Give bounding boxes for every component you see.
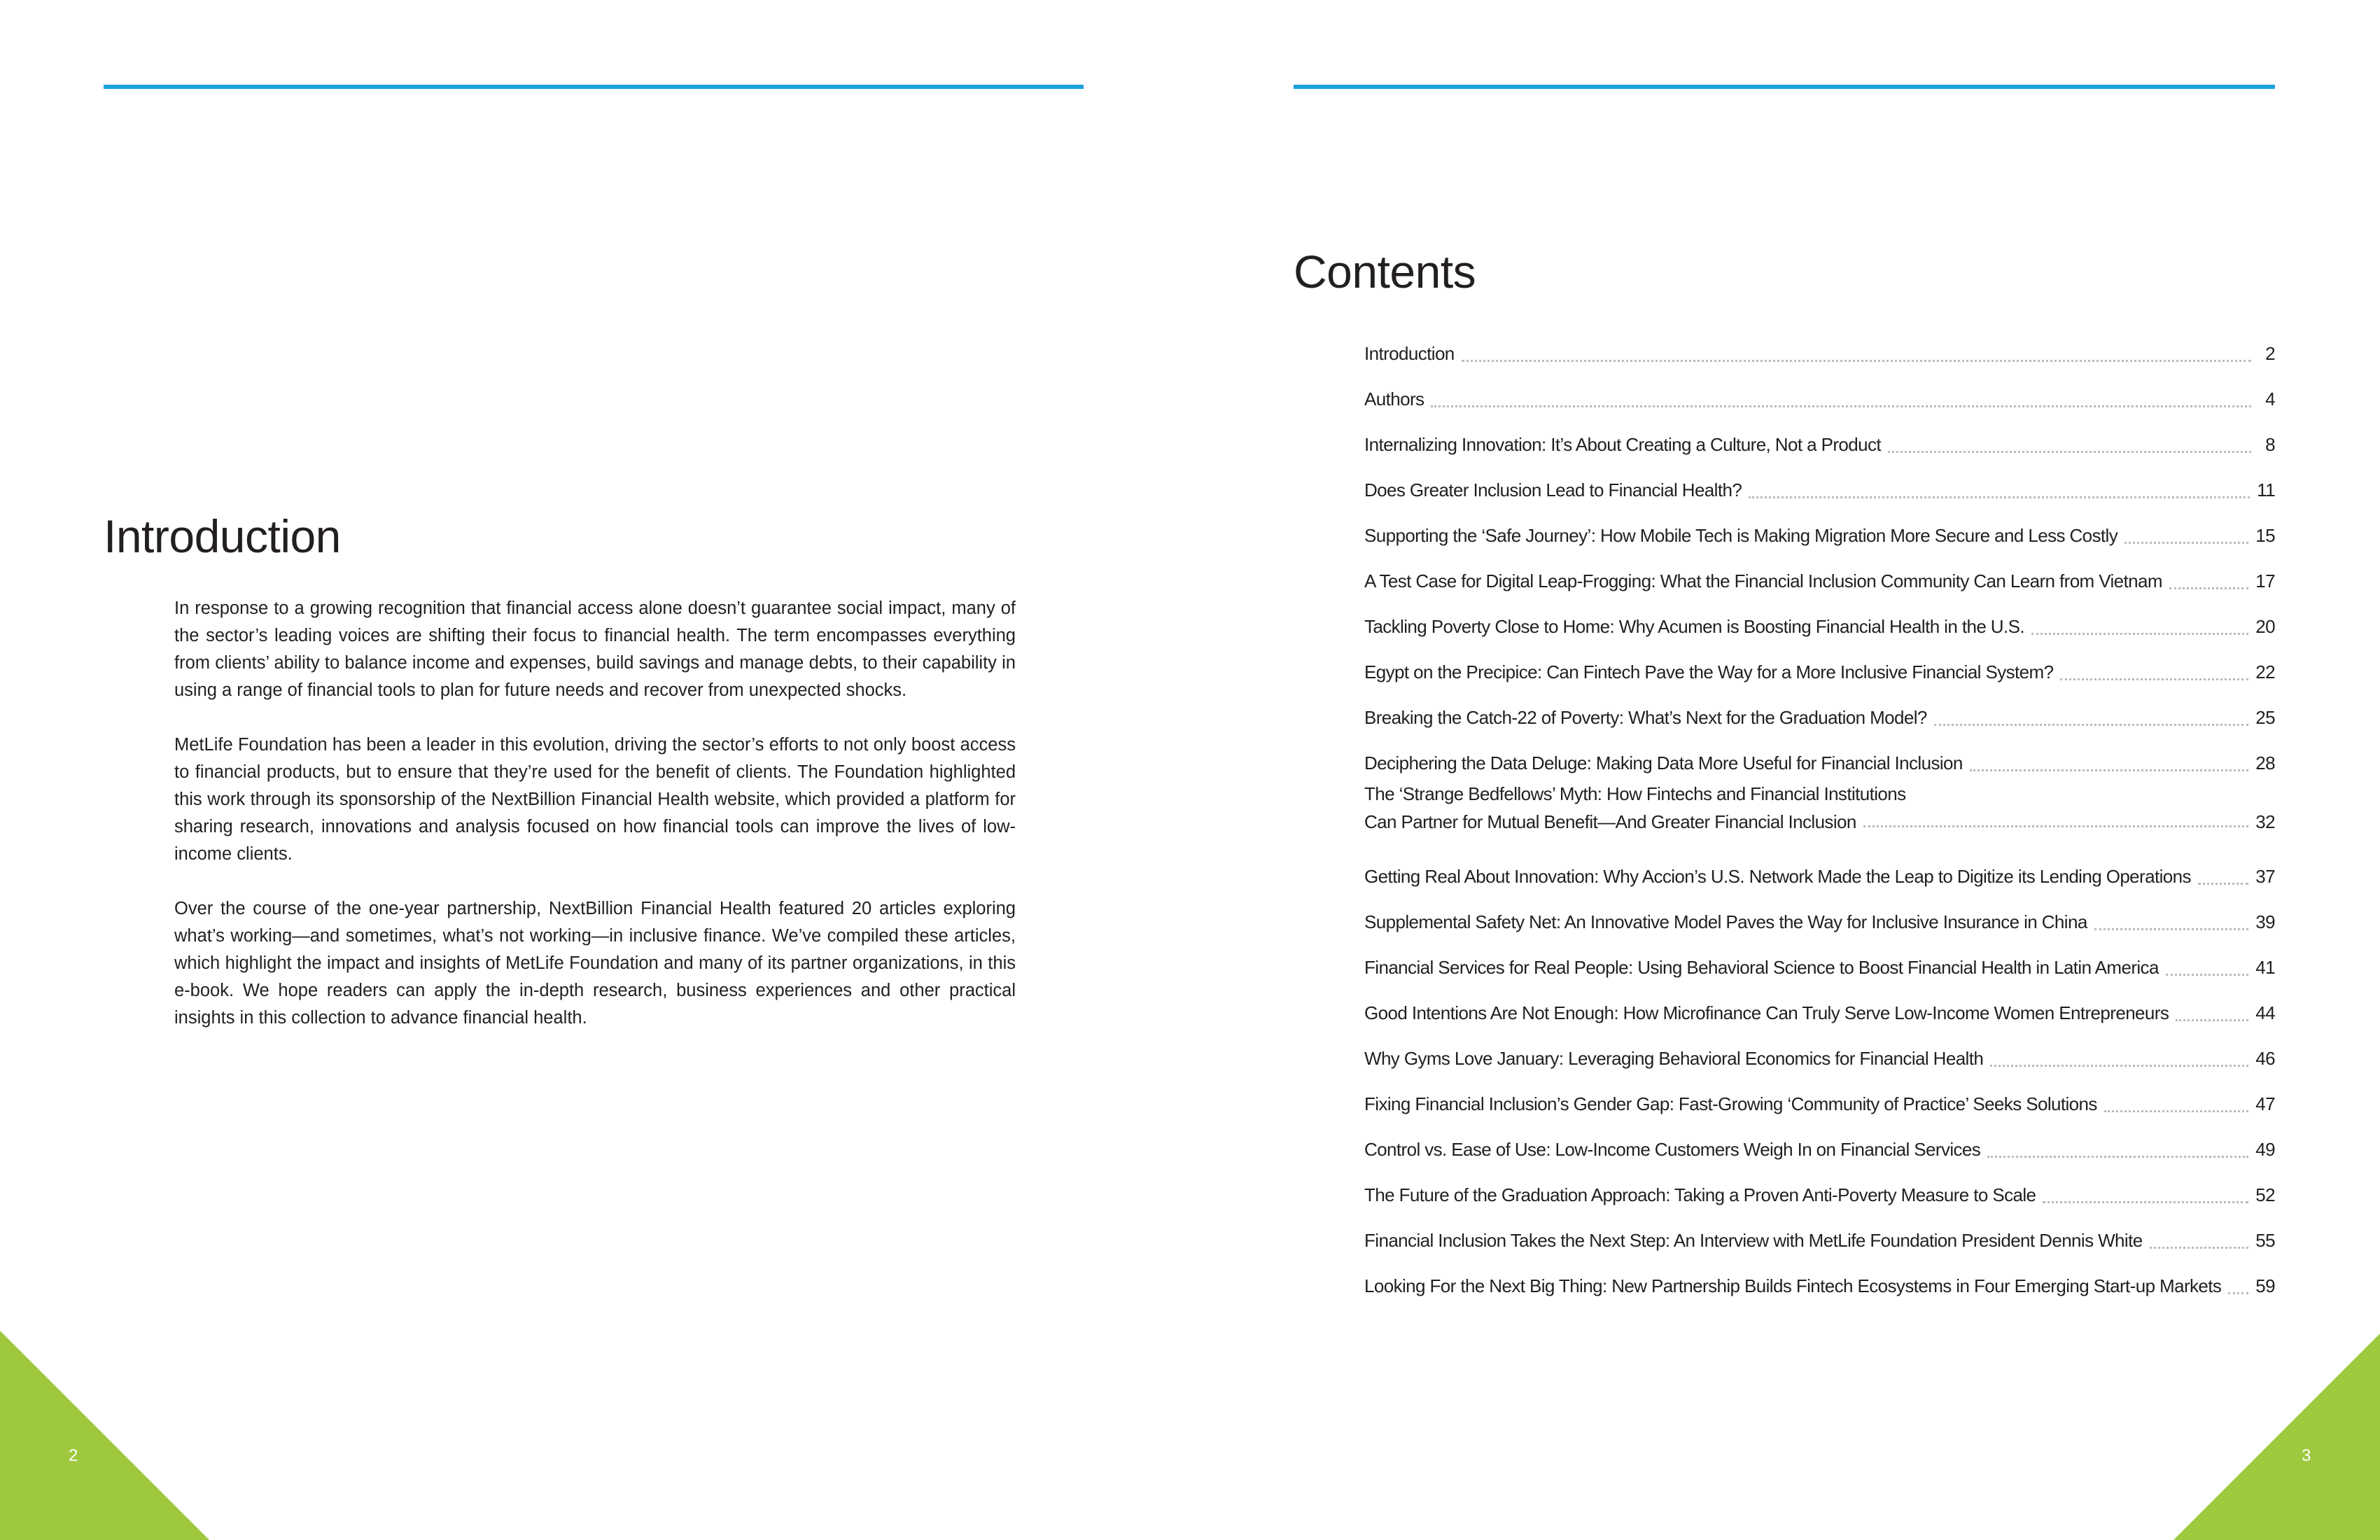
toc-entry-page: 37	[2255, 866, 2275, 887]
toc-entry-page: 15	[2255, 525, 2275, 546]
header-rule-left	[104, 85, 1084, 89]
intro-paragraph: MetLife Foundation has been a leader in this evolution, driving the sector’s efforts to not only boost access to financial products, but to ensure that they’re used for the benefit of clients. The Foundation highlighted this work through its sponsorship of the NextBillion Financial Health website, which provided a platform for sharing research, innovations and analysis focused on how financial tools can improve the lives of low-income clients.	[174, 735, 1016, 864]
toc-entry-page: 46	[2255, 1048, 2275, 1069]
dot-leader	[1431, 405, 2251, 407]
dot-leader	[2060, 678, 2248, 680]
toc-entry[interactable]	[1364, 416, 2275, 461]
page-number-right: 3	[2302, 1446, 2311, 1465]
toc-entry-page: 11	[2257, 479, 2275, 500]
toc-entry-title: Authors	[1364, 388, 1424, 410]
toc-entry-page: 52	[2255, 1184, 2275, 1205]
toc-entry-page: 17	[2255, 570, 2275, 592]
dot-leader	[2150, 1247, 2249, 1249]
toc-entry[interactable]	[1364, 939, 2275, 984]
dot-leader	[2198, 883, 2248, 885]
dot-leader	[2043, 1201, 2248, 1203]
toc-entry-title: Introduction	[1364, 343, 1455, 364]
toc-entry-title: The ‘Strange Bedfellows’ Myth: How Fintechs and Financial Institutions	[1364, 783, 1906, 804]
dot-leader	[1462, 360, 2251, 362]
dot-leader	[1934, 724, 2248, 726]
toc-entry[interactable]	[1364, 984, 2275, 1030]
dot-leader	[2094, 928, 2249, 930]
toc-entry[interactable]	[1364, 848, 2275, 893]
toc-entry-page: 4	[2265, 388, 2275, 410]
toc-entry-title: Deciphering the Data Deluge: Making Data More Useful for Financial Inclusion	[1364, 752, 1963, 774]
introduction-heading: Introduction	[104, 510, 341, 562]
toc-entry-title: Does Greater Inclusion Lead to Financial Health?	[1364, 479, 1742, 500]
dot-leader	[1863, 825, 2249, 827]
toc-entry-title-line2: Can Partner for Mutual Benefit—And Greater Financial Inclusion	[1364, 811, 1856, 832]
toc-entry-title: The Future of the Graduation Approach: Taking a Proven Anti-Poverty Measure to Scale	[1364, 1184, 2036, 1205]
toc-entry-page: 28	[2255, 752, 2275, 774]
dot-leader	[2124, 542, 2248, 544]
toc-entry-title: Supplemental Safety Net: An Innovative Model Paves the Way for Inclusive Insurance in China	[1364, 911, 2087, 932]
table-of-contents	[1364, 325, 2275, 1303]
corner-triangle-right	[2174, 1334, 2380, 1540]
dot-leader	[2228, 1292, 2248, 1294]
dot-leader	[1970, 769, 2249, 771]
toc-entry[interactable]	[1364, 689, 2275, 734]
toc-entry-title: Breaking the Catch-22 of Poverty: What’s Next for the Graduation Model?	[1364, 707, 1927, 728]
contents-heading: Contents	[1294, 246, 1476, 298]
toc-entry-page: 20	[2255, 616, 2275, 637]
toc-entry[interactable]	[1364, 1212, 2275, 1257]
toc-entry[interactable]	[1364, 461, 2275, 507]
toc-entry[interactable]	[1364, 1075, 2275, 1121]
toc-entry-title: Fixing Financial Inclusion’s Gender Gap: Fast-Growing ‘Community of Practice’ Seeks Solutions	[1364, 1093, 2097, 1114]
toc-entry[interactable]	[1364, 1030, 2275, 1075]
toc-entry-title: Internalizing Innovation: It’s About Creating a Culture, Not a Product	[1364, 434, 1881, 455]
dot-leader	[2169, 587, 2248, 589]
toc-entry[interactable]	[1364, 893, 2275, 939]
toc-entry[interactable]	[1364, 780, 2275, 836]
page-number-left: 2	[69, 1446, 78, 1465]
toc-entry[interactable]	[1364, 325, 2275, 370]
toc-entry[interactable]	[1364, 1121, 2275, 1166]
toc-entry[interactable]	[1364, 1166, 2275, 1212]
dot-leader	[1990, 1065, 2248, 1067]
toc-entry-page: 55	[2255, 1230, 2275, 1251]
dot-leader	[2031, 633, 2248, 635]
toc-entry-title: Egypt on the Precipice: Can Fintech Pave the Way for a More Inclusive Financial System?	[1364, 662, 2054, 682]
toc-entry[interactable]	[1364, 552, 2275, 598]
toc-entry-page: 2	[2265, 343, 2275, 364]
toc-entry-page: 47	[2255, 1093, 2275, 1114]
dot-leader	[2104, 1110, 2248, 1112]
toc-entry-page: 32	[2255, 811, 2275, 832]
toc-entry-page: 8	[2265, 434, 2275, 455]
toc-entry[interactable]	[1364, 598, 2275, 643]
toc-entry[interactable]	[1364, 507, 2275, 552]
toc-entry-page: 41	[2255, 957, 2275, 978]
dot-leader	[1987, 1156, 2248, 1158]
toc-entry-page: 59	[2255, 1275, 2275, 1296]
toc-entry-title: Financial Inclusion Takes the Next Step: An Interview with MetLife Foundation President Dennis White	[1364, 1230, 2143, 1251]
introduction-body	[174, 595, 1016, 1059]
toc-entry-title: Tackling Poverty Close to Home: Why Acumen is Boosting Financial Health in the U.S.	[1364, 616, 2024, 637]
header-rule-right	[1294, 85, 2275, 89]
toc-entry-title: Getting Real About Innovation: Why Accion’s U.S. Network Made the Leap to Digitize its Lending Operations	[1364, 866, 2191, 887]
intro-paragraph: In response to a growing recognition that financial access alone doesn’t guarantee social impact, many of the sector’s leading voices are shifting their focus to financial health. The term encompasses everything from clients’ ability to balance income and expenses, build savings and manage debts, to their capability in using a range of financial tools to plan for future needs and recover from unexpected shocks.	[174, 598, 1016, 700]
corner-triangle-left	[0, 1331, 209, 1540]
dot-leader	[1749, 496, 2250, 498]
dot-leader	[2166, 974, 2248, 976]
intro-paragraph: Over the course of the one-year partnership, NextBillion Financial Health featured 20 articles exploring what’s working—and sometimes, what’s not working—in inclusive finance. We’ve compiled these articles, which highlight the impact and insights of MetLife Foundation and many of its partner organizations, in this e-book. We hope readers can apply the in-depth research, business experiences and other practical insights in this collection to advance financial health.	[174, 899, 1016, 1028]
toc-entry[interactable]	[1364, 1257, 2275, 1303]
toc-entry-title: Why Gyms Love January: Leveraging Behavioral Economics for Financial Health	[1364, 1048, 1984, 1069]
toc-entry-title: Supporting the ‘Safe Journey’: How Mobile Tech is Making Migration More Secure and Less Costly	[1364, 525, 2118, 546]
toc-entry-page: 49	[2255, 1139, 2275, 1160]
toc-entry-page: 44	[2255, 1002, 2275, 1023]
dot-leader	[1888, 451, 2251, 453]
toc-entry[interactable]	[1364, 643, 2275, 689]
toc-entry-title: Good Intentions Are Not Enough: How Microfinance Can Truly Serve Low-Income Women Entrepreneurs	[1364, 1002, 2169, 1023]
toc-entry-title: Financial Services for Real People: Using Behavioral Science to Boost Financial Health in Latin America	[1364, 957, 2159, 978]
toc-entry-title: Control vs. Ease of Use: Low-Income Customers Weigh In on Financial Services	[1364, 1139, 1981, 1160]
toc-entry-page: 25	[2255, 707, 2275, 728]
dot-leader	[2176, 1019, 2248, 1021]
toc-entry-title: A Test Case for Digital Leap-Frogging: What the Financial Inclusion Community Can Learn from Vietnam	[1364, 570, 2162, 592]
toc-entry-page: 22	[2255, 662, 2275, 682]
toc-entry-page: 39	[2255, 911, 2275, 932]
toc-entry[interactable]	[1364, 734, 2275, 780]
toc-entry[interactable]	[1364, 370, 2275, 416]
toc-entry-title: Looking For the Next Big Thing: New Partnership Builds Fintech Ecosystems in Four Emerging Start-up Markets	[1364, 1275, 2222, 1296]
